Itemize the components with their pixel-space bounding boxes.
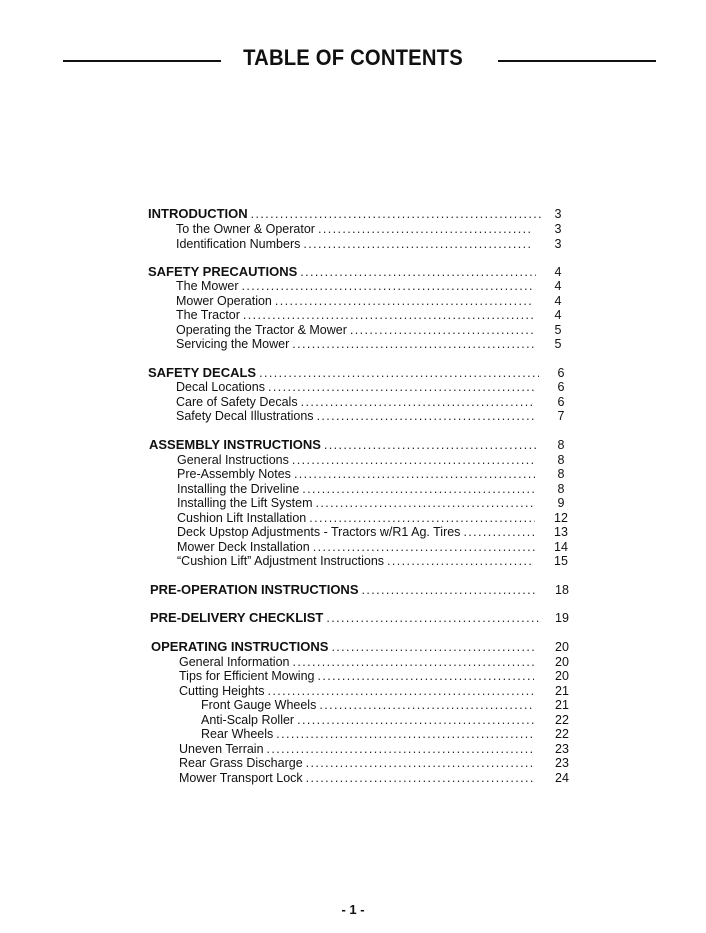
toc-subentry xyxy=(179,770,537,786)
toc-page-number: 22 xyxy=(555,713,569,727)
toc-entry-label: Installing the Driveline xyxy=(177,482,300,496)
toc-page-number: 3 xyxy=(554,237,562,251)
toc-section-entry xyxy=(148,206,544,222)
toc-entry-label: ASSEMBLY INSTRUCTIONS xyxy=(149,437,321,452)
dot-leader xyxy=(303,236,533,252)
dot-leader xyxy=(315,495,535,511)
toc-entry-label: Rear Wheels xyxy=(201,727,274,741)
dot-leader xyxy=(306,770,534,786)
toc-subentry xyxy=(176,307,537,323)
toc-entry-label: SAFETY PRECAUTIONS xyxy=(148,264,298,279)
toc-entry-label: Decal Locations xyxy=(176,380,265,394)
toc-entry-label: “Cushion Lift” Adjustment Instructions xyxy=(177,554,385,568)
toc-entry-label: Care of Safety Decals xyxy=(176,395,298,409)
toc-page-number: 4 xyxy=(554,265,562,279)
toc-page-number: 23 xyxy=(555,756,569,770)
toc-page-number: 3 xyxy=(554,207,562,221)
dot-leader xyxy=(331,639,537,655)
toc-page-number: 8 xyxy=(557,453,565,467)
toc-subentry xyxy=(176,336,537,352)
toc-page-number: 19 xyxy=(555,611,569,625)
toc-entry-label: Pre-Assembly Notes xyxy=(177,467,291,481)
toc-page-number: 21 xyxy=(555,684,569,698)
toc-subentry xyxy=(201,697,537,713)
toc-entry-label: Mower Operation xyxy=(176,294,272,308)
toc-subentry xyxy=(179,755,537,771)
page-number-footer: - 1 - xyxy=(341,902,365,917)
toc-page-number: 21 xyxy=(555,698,569,712)
toc-entry-label: PRE-DELIVERY CHECKLIST xyxy=(150,610,324,625)
toc-section-entry xyxy=(149,437,541,453)
toc-page-number: 6 xyxy=(557,395,565,409)
toc-entry-label: INTRODUCTION xyxy=(148,206,248,221)
toc-entry-label: Identification Numbers xyxy=(176,237,301,251)
toc-section-entry xyxy=(150,582,541,598)
toc-subentry xyxy=(201,726,537,742)
toc-page-number: 14 xyxy=(554,540,568,554)
toc-page-number: 7 xyxy=(557,409,565,423)
dot-leader xyxy=(362,582,539,598)
toc-page-number: 20 xyxy=(555,655,569,669)
toc-entry-label: Anti-Scalp Roller xyxy=(201,713,295,727)
toc-entry-label: General Instructions xyxy=(177,453,289,467)
toc-entry-label: Rear Grass Discharge xyxy=(179,756,303,770)
dot-leader xyxy=(242,278,534,294)
page-title: TABLE OF CONTENTS xyxy=(243,45,463,70)
toc-subentry xyxy=(177,524,537,540)
dot-leader xyxy=(326,610,539,626)
dot-leader xyxy=(317,668,534,684)
toc-page-number: 3 xyxy=(554,222,562,236)
toc-entry-label: To the Owner & Operator xyxy=(176,222,315,236)
toc-subentry xyxy=(176,379,537,395)
dot-leader xyxy=(324,437,538,453)
toc-entry-label: Installing the Lift System xyxy=(177,496,313,510)
toc-page-number: 9 xyxy=(557,496,565,510)
toc-subentry xyxy=(177,466,538,482)
toc-subentry xyxy=(177,553,537,569)
toc-page-number: 23 xyxy=(555,742,569,756)
toc-subentry xyxy=(176,236,536,252)
dot-leader xyxy=(243,307,534,323)
toc-page-number: 22 xyxy=(555,727,569,741)
dot-leader xyxy=(306,755,534,771)
toc-entry-label: SAFETY DECALS xyxy=(148,365,257,380)
toc-entry-label: Safety Decal Illustrations xyxy=(176,409,314,423)
toc-subentry xyxy=(177,495,538,511)
toc-subentry xyxy=(176,278,537,294)
toc-entry-label: Deck Upstop Adjustments - Tractors w/R1 Ag. Tires xyxy=(177,525,461,539)
toc-entry-label: Servicing the Mower xyxy=(176,337,290,351)
toc-page-number: 24 xyxy=(555,771,569,785)
toc-entry-label: Mower Transport Lock xyxy=(179,771,303,785)
toc-entry-label: Mower Deck Installation xyxy=(177,540,310,554)
toc-page-number: 4 xyxy=(554,308,562,322)
toc-page-number: 8 xyxy=(557,482,565,496)
toc-entry-label: Cushion Lift Installation xyxy=(177,511,307,525)
dot-leader xyxy=(318,221,533,237)
toc-page-number: 20 xyxy=(555,669,569,683)
toc-page-number: 13 xyxy=(554,525,568,539)
toc-section-entry xyxy=(151,639,540,655)
dot-leader xyxy=(463,524,534,540)
toc-subentry xyxy=(179,668,537,684)
toc-entry-label: Tips for Efficient Mowing xyxy=(179,669,315,683)
toc-page-number: 20 xyxy=(555,640,569,654)
toc-page-number: 5 xyxy=(554,337,562,351)
toc-subentry xyxy=(176,408,537,424)
dot-leader xyxy=(387,553,534,569)
toc-section-entry xyxy=(150,610,542,626)
toc-entry-label: The Tractor xyxy=(176,308,240,322)
dot-leader xyxy=(251,206,541,222)
toc-entry-label: Front Gauge Wheels xyxy=(201,698,317,712)
toc-entry-label: OPERATING INSTRUCTIONS xyxy=(151,639,329,654)
toc-page-number: 8 xyxy=(557,467,565,481)
toc-page-number: 12 xyxy=(554,511,568,525)
toc-entry-label: General Information xyxy=(179,655,290,669)
dot-leader xyxy=(319,697,534,713)
toc-entry-label: The Mower xyxy=(176,279,239,293)
dot-leader xyxy=(292,336,534,352)
toc-page-number: 4 xyxy=(554,294,562,308)
toc-page-number: 6 xyxy=(557,380,565,394)
dot-leader xyxy=(268,379,534,395)
toc-entry-label: PRE-OPERATION INSTRUCTIONS xyxy=(150,582,359,597)
toc-subentry xyxy=(176,221,536,237)
toc-page-number: 5 xyxy=(554,323,562,337)
toc-page-number: 15 xyxy=(554,554,568,568)
toc-page-number: 4 xyxy=(554,279,562,293)
toc-entry-label: Uneven Terrain xyxy=(179,742,264,756)
toc-entry-label: Cutting Heights xyxy=(179,684,265,698)
toc-page-number: 8 xyxy=(557,438,565,452)
toc-entry-label: Operating the Tractor & Mower xyxy=(176,323,347,337)
dot-leader xyxy=(294,466,535,482)
dot-leader xyxy=(276,726,534,742)
toc-page-number: 18 xyxy=(555,583,569,597)
toc-page-number: 6 xyxy=(557,366,565,380)
dot-leader xyxy=(317,408,534,424)
